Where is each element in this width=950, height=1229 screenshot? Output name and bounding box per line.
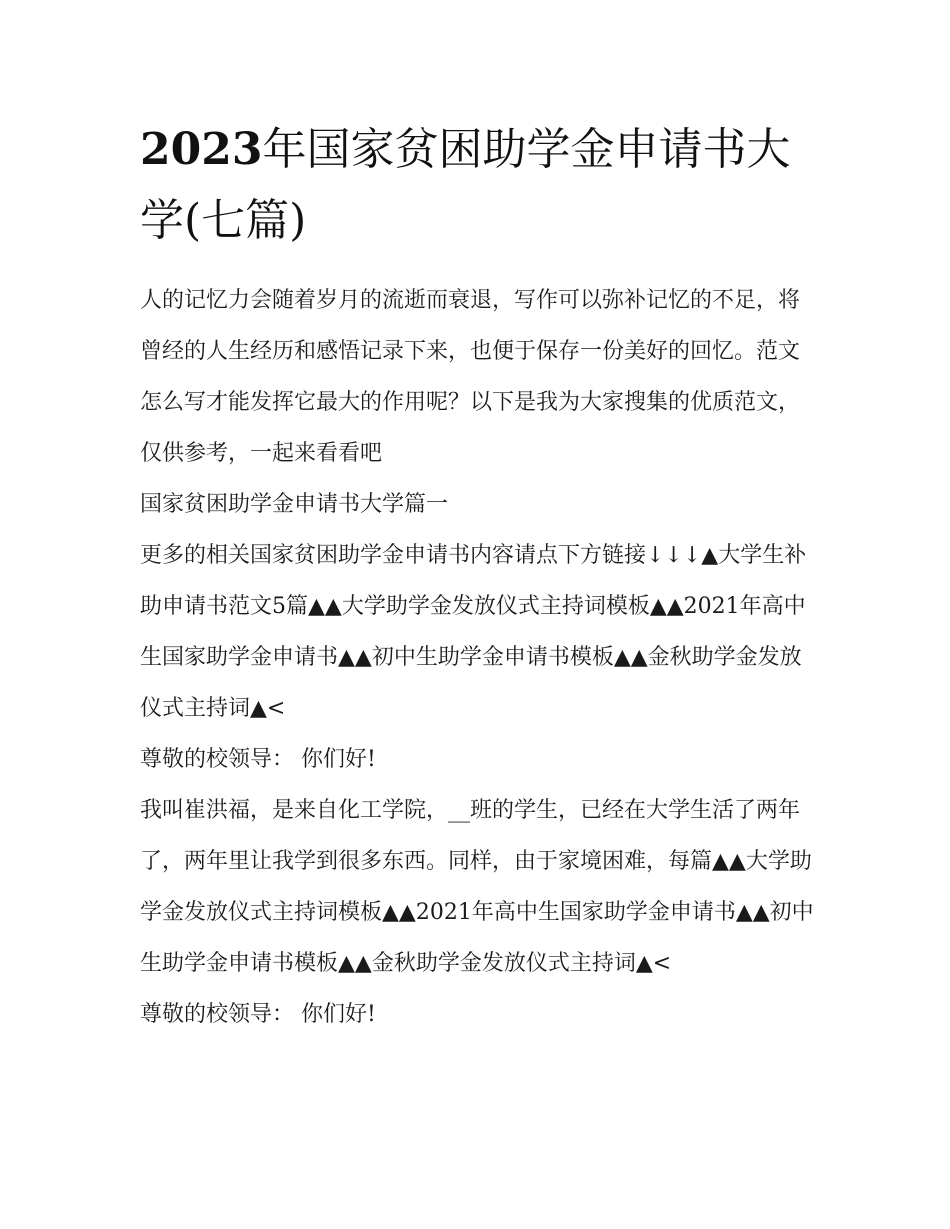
links-paragraph: 更多的相关国家贫困助学金申请书内容请点下方链接↓↓↓▲大学生补助申请书范文5篇▲▲大学助学金发放仪式主持词模板▲▲2021年高中生国家助学金申请书▲▲初中生助学金申请书模板▲▲金秋助学金发放仪式主持词▲<	[140, 543, 807, 721]
salutation: 尊敬的校领导： 你们好!	[140, 747, 376, 772]
document-title	[140, 114, 820, 256]
title-text: 年国家贫困助学金申请书大学(七篇)	[140, 124, 791, 246]
salutation-repeat: 尊敬的校领导： 你们好!	[140, 1002, 376, 1027]
intro-paragraph: 人的记忆力会随着岁月的流逝而衰退，写作可以弥补记忆的不足，将曾经的人生经历和感悟记录下来，也便于保存一份美好的回忆。范文怎么写才能发挥它最大的作用呢？以下是我为大家搜集的优质范文，仅供参考，一起来看看吧	[140, 288, 801, 466]
document-body	[140, 275, 820, 1040]
section-heading: 国家贫困助学金申请书大学篇一	[140, 492, 449, 517]
body-paragraph: 我叫崔洪福，是来自化工学院，__班的学生，已经在大学生活了两年了，两年里让我学到很多东西。同样，由于家境困难，每篇▲▲大学助学金发放仪式主持词模板▲▲2021年高中生国家助学金申请书▲▲初中生助学金申请书模板▲▲金秋助学金发放仪式主持词▲<	[140, 798, 814, 976]
title-year: 2023	[140, 124, 263, 175]
